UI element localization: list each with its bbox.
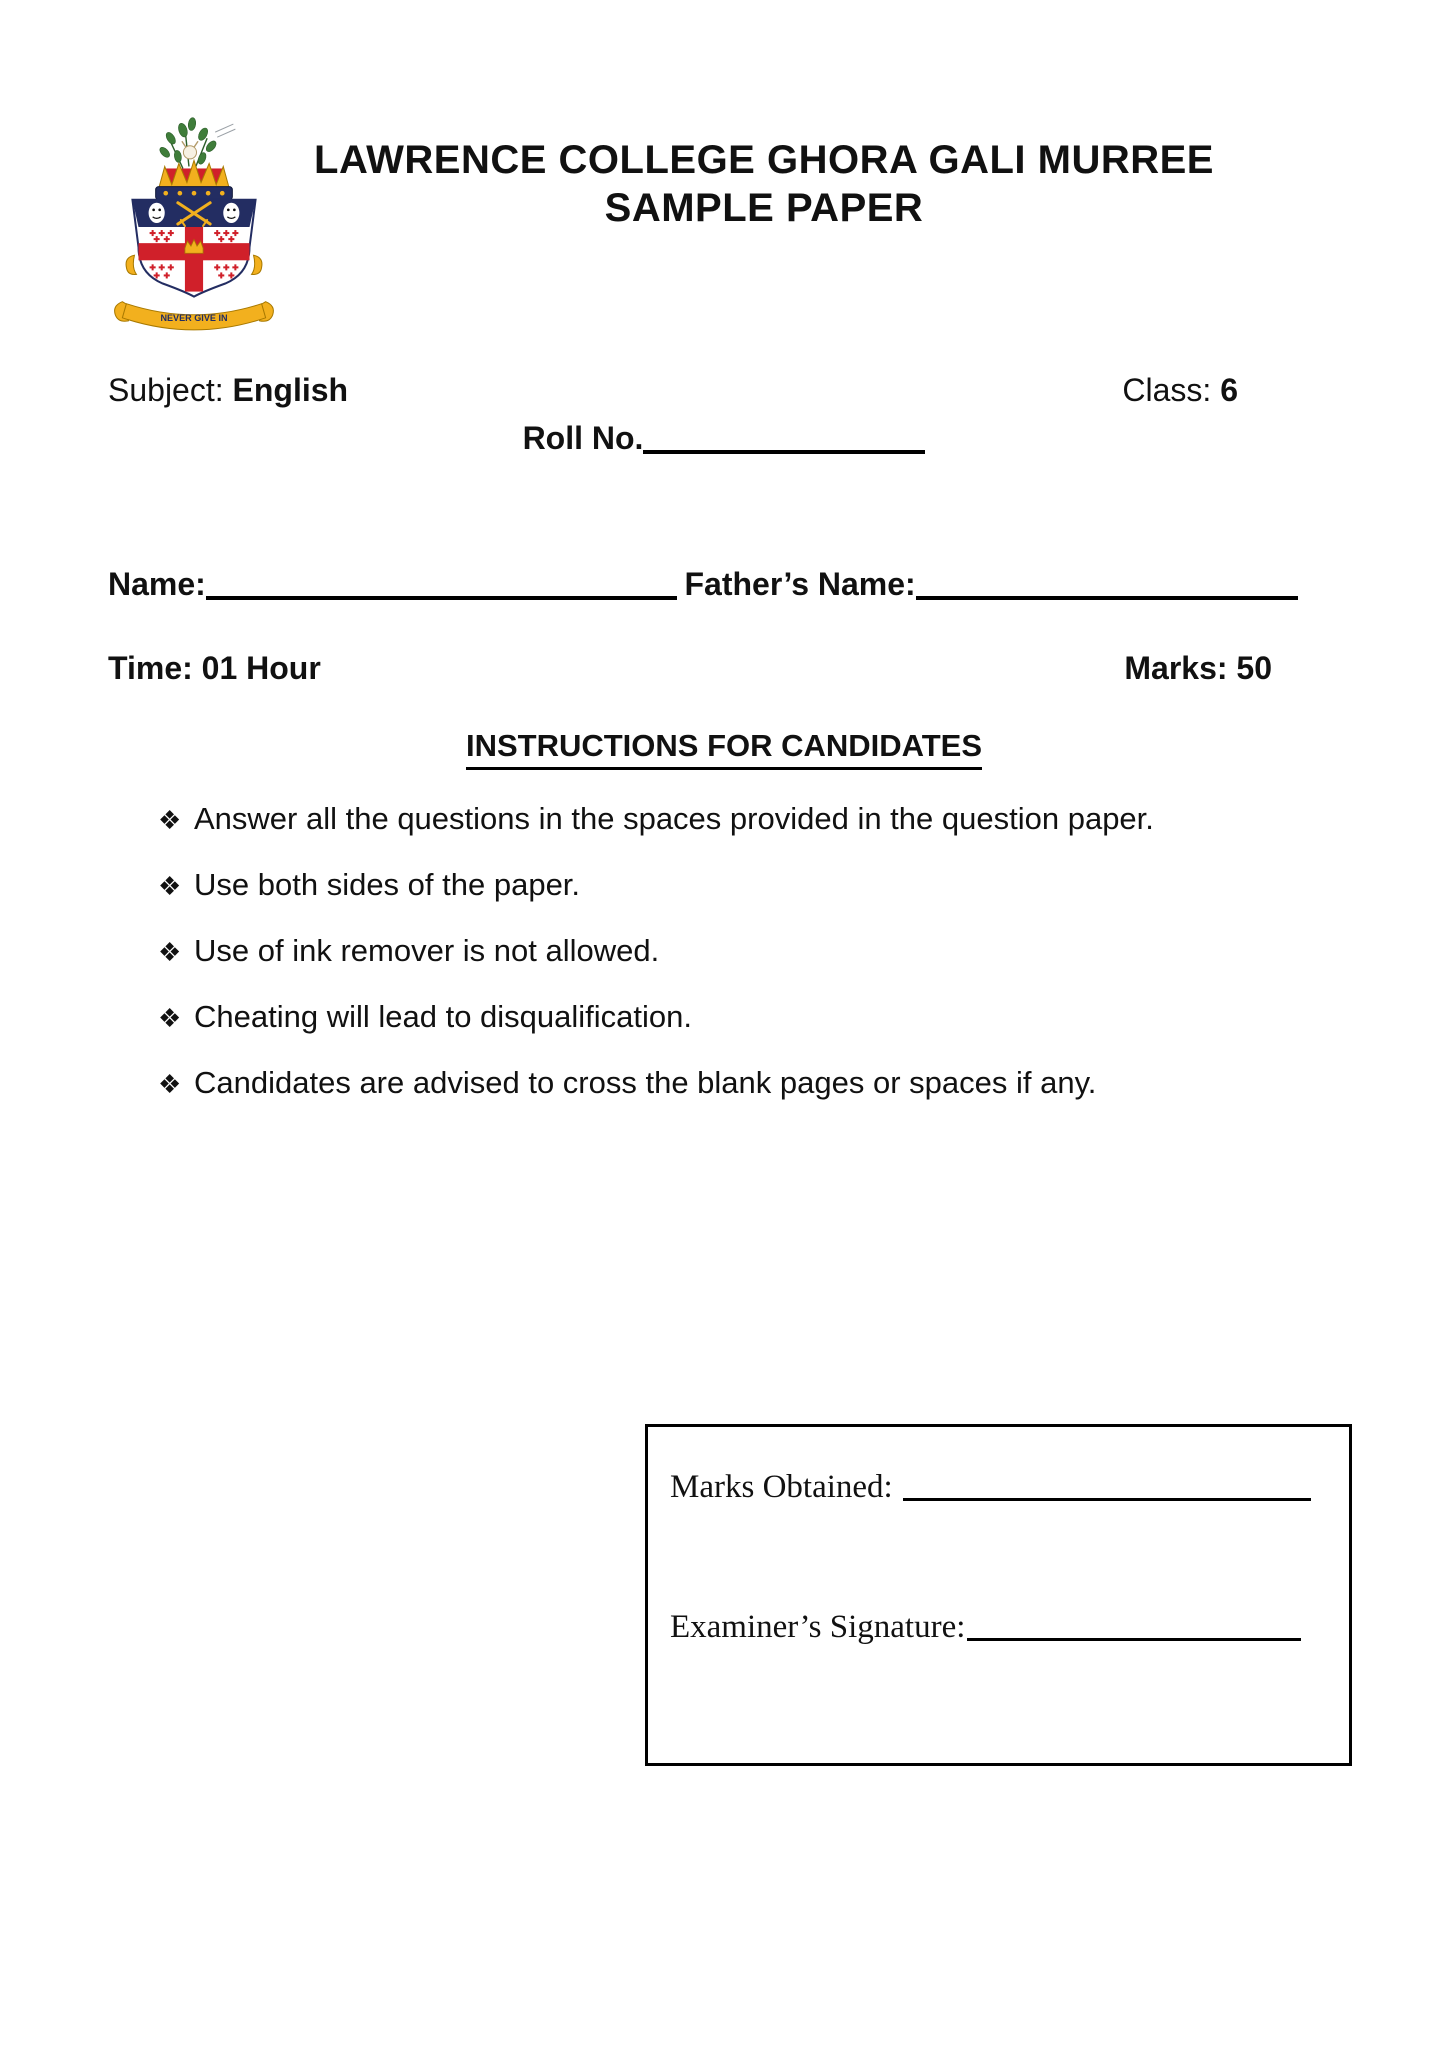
examiner-signature-label: Examiner’s Signature: (670, 1609, 966, 1645)
crest-center-crown (185, 240, 203, 254)
class-value: 6 (1220, 372, 1238, 408)
diamond-bullet-icon: ❖ (158, 805, 182, 835)
instructions-heading: INSTRUCTIONS FOR CANDIDATES (0, 728, 1448, 770)
list-item (0, 998, 1388, 1037)
marks-obtained-blank-line (903, 1498, 1311, 1501)
diamond-bullet-icon: ❖ (158, 1069, 182, 1099)
father-name-blank-line (916, 596, 1298, 600)
college-title: LAWRENCE COLLEGE GHORA GALI MURREE (314, 138, 1214, 182)
class-label: Class: (1122, 372, 1212, 408)
instruction-text: Cheating will lead to disqualification. (194, 999, 693, 1034)
subject-label: Subject: (108, 372, 224, 408)
subject-value: English (232, 372, 349, 408)
class-field (1122, 372, 1238, 409)
list-item (0, 866, 1388, 905)
paper-subtitle: SAMPLE PAPER (604, 186, 924, 230)
list-item (0, 932, 1388, 971)
crest-motto-banner (115, 302, 274, 330)
name-label: Name: (108, 566, 206, 602)
instruction-text: Answer all the questions in the spaces provided in the question paper. (194, 801, 1154, 836)
instruction-text: Use of ink remover is not allowed. (194, 933, 660, 968)
list-item (0, 800, 1388, 839)
name-row (108, 566, 1298, 603)
crest-motto-text: NEVER GIVE IN (160, 312, 228, 323)
roll-no-blank-line (643, 450, 925, 454)
marks-obtained-box (645, 1424, 1352, 1766)
marks-text: Marks: 50 (1124, 650, 1272, 686)
examiner-signature-row (670, 1609, 1301, 1646)
subject-field (108, 372, 348, 409)
roll-no-label: Roll No. (522, 420, 644, 456)
instruction-text: Candidates are advised to cross the blank pages or spaces if any. (194, 1065, 1097, 1100)
list-item (0, 1064, 1388, 1103)
father-name-label: Father’s Name: (684, 566, 916, 602)
time-text: Time: 01 Hour (108, 650, 321, 686)
name-blank-line (206, 596, 677, 600)
roll-no-row (0, 420, 1448, 457)
instructions-list (0, 800, 1388, 1130)
diamond-bullet-icon: ❖ (158, 1003, 182, 1033)
diamond-bullet-icon: ❖ (158, 871, 182, 901)
page-title (80, 136, 1448, 232)
instruction-text: Use both sides of the paper. (194, 867, 581, 902)
marks-obtained-label: Marks Obtained: (670, 1469, 893, 1505)
diamond-bullet-icon: ❖ (158, 937, 182, 967)
subject-class-row (108, 372, 1308, 409)
time-marks-row (108, 650, 1308, 687)
examiner-signature-blank-line (967, 1638, 1301, 1641)
marks-obtained-row (670, 1469, 1311, 1506)
